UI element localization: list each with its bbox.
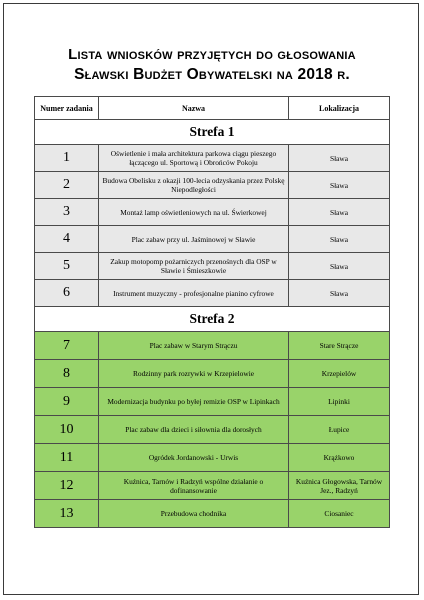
table-header-row [35,97,390,120]
task-number-cell: 1 [35,145,99,172]
task-name-cell: Oświetlenie i mała architektura parkowa ciągu pieszego łączącego ul. Sportową i Obrońców Pokoju [99,145,289,172]
table-row [35,416,390,444]
task-location-cell: Stare Strącze [289,332,390,360]
table-row [35,472,390,500]
task-number-cell: 12 [35,472,99,500]
task-name-cell: Plac zabaw w Starym Strączu [99,332,289,360]
task-location-cell: Łupice [289,416,390,444]
table-row [35,500,390,528]
header-number: Numer zadania [35,97,99,120]
task-location-cell: Ciosaniec [289,500,390,528]
task-number-cell: 6 [35,280,99,307]
task-name-cell: Przebudowa chodnika [99,500,289,528]
task-name-cell: Budowa Obelisku z okazji 100-lecia odzyskania przez Polskę Niepodległości [99,172,289,199]
task-location-cell: Sława [289,226,390,253]
task-location-cell: Sława [289,280,390,307]
table-row [35,226,390,253]
task-name-cell: Plac zabaw przy ul. Jaśminowej w Sławie [99,226,289,253]
task-number-cell: 13 [35,500,99,528]
task-location-cell: Krążkowo [289,444,390,472]
table-row [35,280,390,307]
table-body [35,120,390,528]
table-row [35,199,390,226]
zone-header-row [35,120,390,145]
task-name-cell: Kuźnica, Tarnów i Radzyń wspólne działanie o dofinansowanie [99,472,289,500]
task-number-cell: 8 [35,360,99,388]
task-location-cell: Sława [289,145,390,172]
task-location-cell: Sława [289,199,390,226]
task-number-cell: 7 [35,332,99,360]
table-row [35,145,390,172]
table-row [35,360,390,388]
header-name: Nazwa [99,97,289,120]
task-name-cell: Plac zabaw dla dzieci i siłownia dla dorosłych [99,416,289,444]
zone-label: Strefa 1 [35,120,390,145]
table-row [35,444,390,472]
task-name-cell: Zakup motopomp pożarniczych przenośnych dla OSP w Sławie i Śmieszkowie [99,253,289,280]
task-number-cell: 4 [35,226,99,253]
task-name-cell: Montaż lamp oświetleniowych na ul. Świerkowej [99,199,289,226]
task-location-cell: Kuźnica Głogowska, Tarnów Jez., Radzyń [289,472,390,500]
task-name-cell: Ogródek Jordanowski - Urwis [99,444,289,472]
task-number-cell: 9 [35,388,99,416]
task-location-cell: Sława [289,172,390,199]
document-title: Lista wniosków przyjętych do głosowania [68,46,356,63]
task-location-cell: Sława [289,253,390,280]
proposals-table [34,96,390,528]
document-subtitle: Sławski Budżet Obywatelski na 2018 r. [74,66,350,83]
table-row [35,172,390,199]
task-number-cell: 10 [35,416,99,444]
task-number-cell: 3 [35,199,99,226]
task-number-cell: 2 [35,172,99,199]
zone-label: Strefa 2 [35,307,390,332]
task-name-cell: Modernizacja budynku po byłej remizie OSP w Lipinkach [99,388,289,416]
table-row [35,332,390,360]
task-location-cell: Lipinki [289,388,390,416]
header-location: Lokalizacja [289,97,390,120]
table-row [35,253,390,280]
task-number-cell: 11 [35,444,99,472]
table-row [35,388,390,416]
task-number-cell: 5 [35,253,99,280]
task-name-cell: Rodzinny park rozrywki w Krzepielowie [99,360,289,388]
task-location-cell: Krzepielów [289,360,390,388]
zone-header-row [35,307,390,332]
task-name-cell: Instrument muzyczny - profesjonalne pianino cyfrowe [99,280,289,307]
